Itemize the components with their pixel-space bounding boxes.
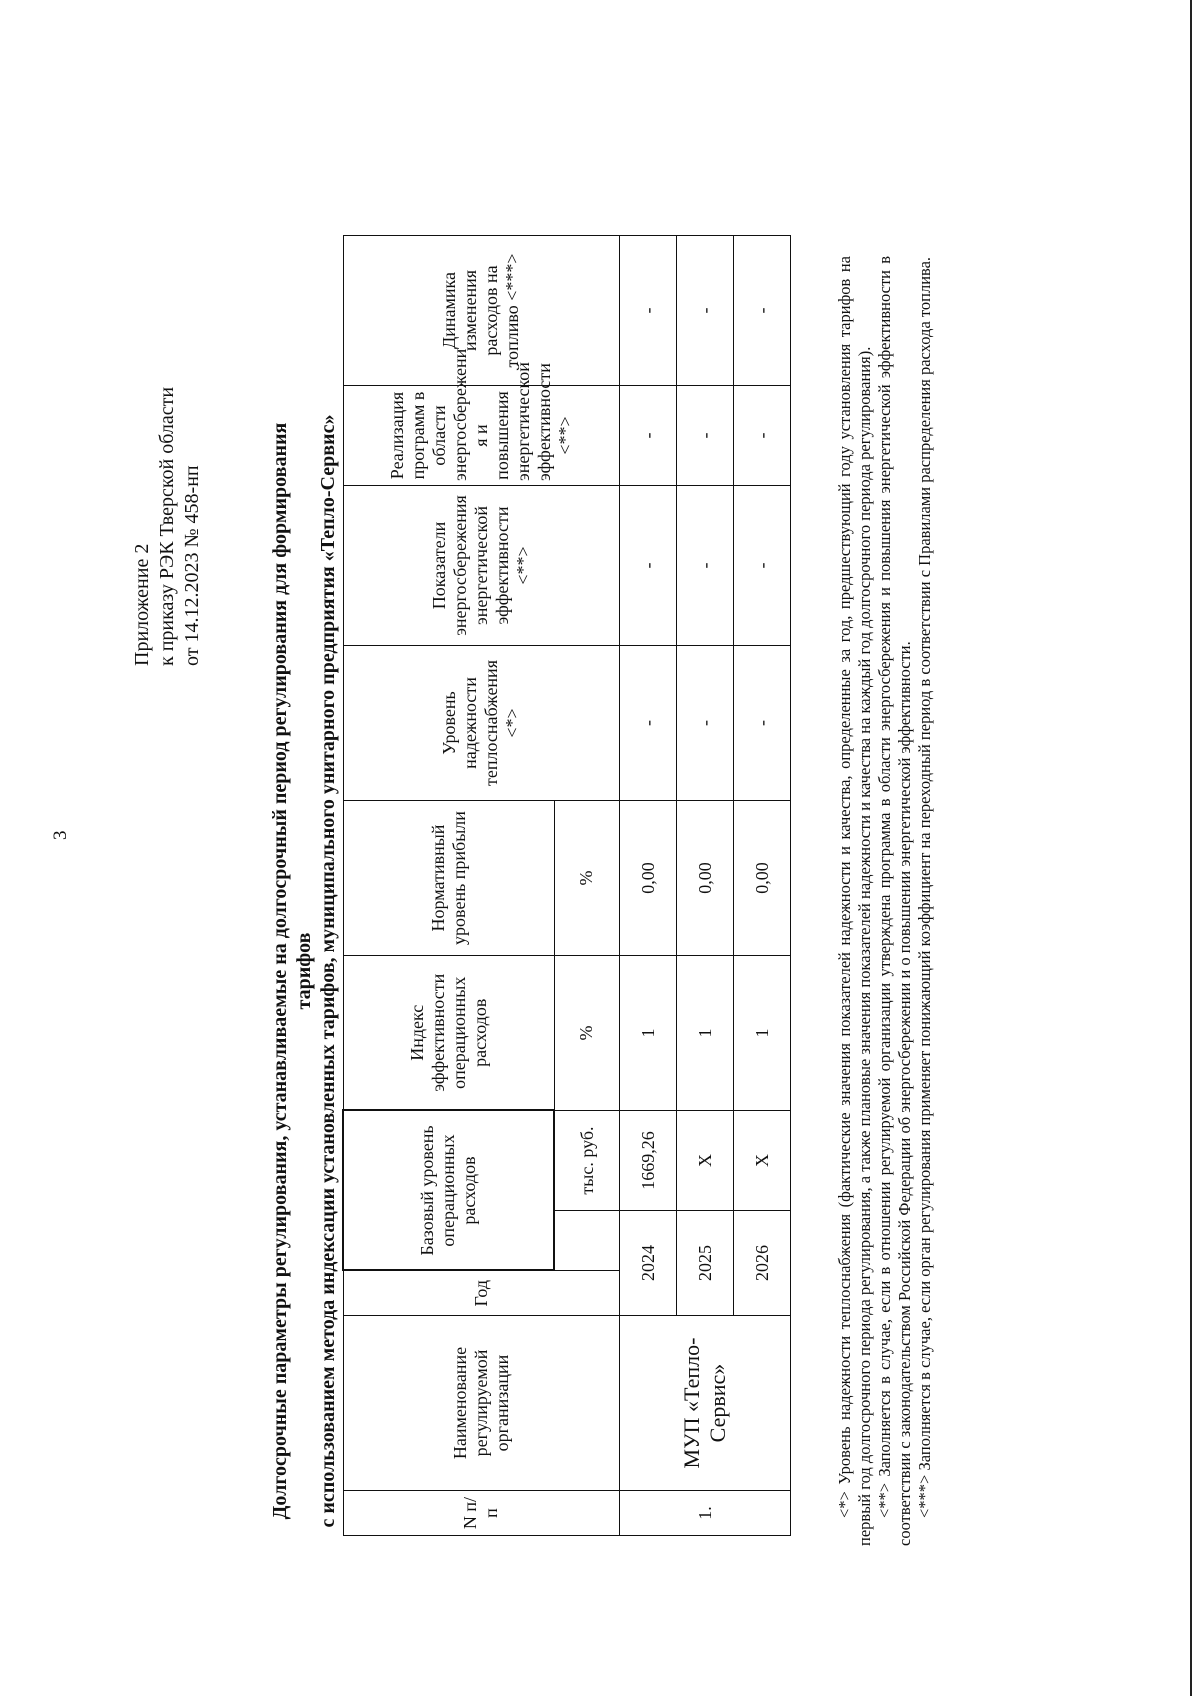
footnote-2: <**> Заполняется в случае, если в отношении регулируемой организации утверждена программа в области энергосбережения и повышения энергетической эффективности в соответствии с законодательством Российской Федерации об энергосбережении и о повышении энергетической эффективности. — [875, 256, 914, 1546]
cell-fuel: - — [620, 236, 677, 386]
cell-fuel: - — [677, 236, 734, 386]
header-programs: Реализация программ в области энергосбережени я и повышения энергетической эффективности <**> — [343, 386, 620, 486]
header-profit: Нормативный уровень прибыли — [343, 801, 554, 956]
row-number: 1. — [620, 1491, 791, 1536]
cell-programs: - — [620, 386, 677, 486]
header-num: N п/п — [343, 1491, 620, 1536]
cell-energy: - — [620, 486, 677, 646]
cell-index: 1 — [734, 956, 791, 1111]
cell-year: 2025 — [677, 1211, 734, 1316]
cell-energy: - — [734, 486, 791, 646]
header-row — [343, 236, 554, 1536]
cell-reliability: - — [677, 646, 734, 801]
footnote-3: <***> Заполняется в случае, если орган регулирования применяет понижающий коэффициент на переходный период в соответствии с Правилами распределения расхода топлива. — [915, 256, 934, 1518]
cell-programs: - — [677, 386, 734, 486]
footnotes — [835, 256, 935, 1546]
appendix-line-2: к приказу РЭК Тверской области — [156, 386, 178, 666]
cell-energy: - — [677, 486, 734, 646]
cell-fuel: - — [734, 236, 791, 386]
header-reliability: Уровень надежности теплоснабжения <*> — [343, 646, 620, 801]
cell-year: 2026 — [734, 1211, 791, 1316]
page-number: 3 — [50, 830, 71, 840]
cell-reliability: - — [620, 646, 677, 801]
header-org: Наименование регулируемой организации — [343, 1316, 620, 1491]
document-title — [268, 396, 340, 1546]
cell-reliability: - — [734, 646, 791, 801]
appendix-block — [130, 387, 205, 666]
cell-year: 2024 — [620, 1211, 677, 1316]
header-fuel: Динамика изменения расходов на топливо <***> — [343, 236, 620, 386]
footnote-1: <*> Уровень надежности теплоснабжения (фактические значения показателей надежности и качества, определенные за год, предшествующий году установления тарифов на первый год долгосрочного периода регулирования, а также плановые значения показателей надежности и качества на каждый год долгосрочного периода регулирования). — [835, 256, 874, 1546]
unit-index: % — [554, 956, 620, 1111]
header-index: Индекс эффективности операционных расходов — [343, 956, 554, 1111]
cell-base: Х — [677, 1111, 734, 1211]
title-line-1: Долгосрочные параметры регулирования, устанавливаемые на долгосрочный период регулирования для формирования тарифов — [269, 422, 315, 1520]
header-year: Год — [343, 1271, 620, 1316]
parameters-table — [342, 235, 791, 1536]
cell-profit: 0,00 — [734, 801, 791, 956]
cell-profit: 0,00 — [677, 801, 734, 956]
appendix-line-3: от 14.12.2023 № 458-нп — [181, 465, 203, 666]
rotated-document — [0, 236, 1200, 1696]
cell-profit: 0,00 — [620, 801, 677, 956]
unit-base-empty — [554, 1211, 620, 1271]
organization-name: МУП «Тепло-Сервис» — [620, 1316, 791, 1491]
data-row-2024 — [620, 236, 677, 1536]
header-energy-indicators: Показатели энергосбережения энергетической эффективности <**> — [343, 486, 620, 646]
cell-programs: - — [734, 386, 791, 486]
cell-base: 1669,26 — [620, 1111, 677, 1211]
appendix-line-1: Приложение 2 — [131, 543, 153, 666]
cell-base: Х — [734, 1111, 791, 1211]
unit-base: тыс. руб. — [554, 1111, 620, 1211]
cell-index: 1 — [677, 956, 734, 1111]
title-line-2: с использованием метода индексации установленных тарифов, муниципального унитарного предприятия «Тепло-Сервис» — [317, 414, 339, 1528]
unit-profit: % — [554, 801, 620, 956]
cell-index: 1 — [620, 956, 677, 1111]
header-base: Базовый уровень операционных расходов — [343, 1111, 554, 1271]
